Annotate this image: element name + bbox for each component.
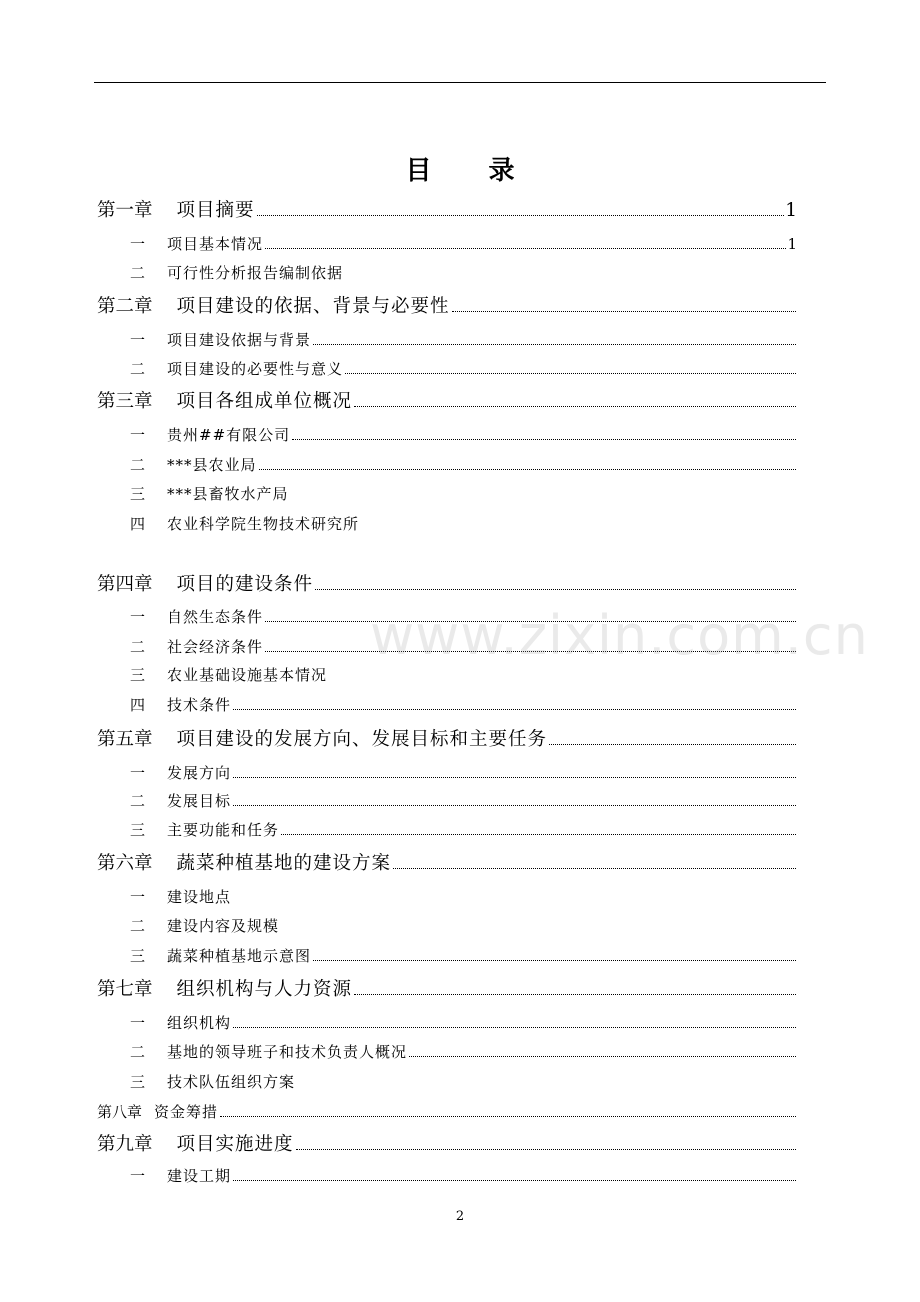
toc-entry-label: 农业科学院生物技术研究所 (167, 515, 360, 533)
toc-entry-number: 一 (130, 764, 146, 782)
toc-entry-label: 可行性分析报告编制依据 (167, 264, 344, 282)
toc-section-row[interactable] (130, 329, 797, 350)
page-title: 目 录 (405, 156, 539, 186)
toc-page-number: 1 (787, 235, 797, 253)
toc-entry-number: 第五章 (97, 729, 153, 750)
toc-dot-leader (354, 405, 796, 407)
toc-entry-label: 项目各组成单位概况 (176, 391, 353, 412)
toc-dot-leader (296, 1148, 796, 1150)
toc-entry-label: 蔬菜种植基地的建设方案 (176, 853, 392, 874)
toc-entry-number: 一 (130, 1014, 146, 1032)
toc-section-row[interactable] (130, 664, 797, 685)
toc-entry-number: 三 (130, 821, 146, 839)
toc-dot-leader (313, 959, 796, 961)
toc-dot-leader (393, 867, 796, 869)
toc-entry-label: 社会经济条件 (167, 638, 264, 656)
toc-entry-number: 第六章 (97, 853, 153, 874)
toc-entry-number: 二 (130, 638, 146, 656)
toc-dot-leader (313, 343, 796, 345)
toc-entry-number: 第一章 (97, 200, 153, 221)
watermark: www.zixin.com.cn (370, 604, 869, 667)
toc-dot-leader (409, 1055, 796, 1057)
toc-entry-label: 建设内容及规模 (167, 917, 280, 935)
toc-entry-number: 三 (130, 666, 146, 684)
toc-entry-number: 二 (130, 456, 146, 474)
toc-chapter-row[interactable] (97, 975, 797, 1001)
toc-entry-label: 主要功能和任务 (167, 821, 280, 839)
toc-dot-leader (265, 247, 786, 249)
toc-entry-label: 项目的建设条件 (176, 574, 314, 595)
toc-entry-label: 项目基本情况 (167, 235, 264, 253)
toc-chapter-row[interactable] (97, 387, 797, 413)
toc-entry-label: 建设地点 (167, 888, 232, 906)
toc-entry-number: 第三章 (97, 391, 153, 412)
toc-dot-leader (452, 310, 796, 312)
toc-entry-number: 四 (130, 515, 146, 533)
toc-entry-label: 发展目标 (167, 792, 232, 810)
toc-entry-label: 蔬菜种植基地示意图 (167, 947, 312, 965)
toc-entry-number: 一 (130, 608, 146, 626)
toc-dot-leader (281, 833, 796, 835)
toc-section-row[interactable] (130, 762, 797, 783)
toc-section-row[interactable] (130, 945, 797, 966)
toc-chapter-row[interactable] (97, 725, 797, 751)
toc-chapter-row[interactable] (97, 849, 797, 875)
toc-entry-label: 发展方向 (167, 764, 232, 782)
toc-entry-number: 三 (130, 947, 146, 965)
toc-dot-leader (259, 468, 796, 470)
toc-chapter-row[interactable] (97, 570, 797, 596)
toc-entry-label: 技术队伍组织方案 (167, 1073, 296, 1091)
toc-dot-leader (292, 438, 796, 440)
toc-entry-number: 第七章 (97, 979, 153, 1000)
toc-entry-number: 第八章 (97, 1103, 143, 1121)
toc-entry-number: 一 (130, 1167, 146, 1185)
toc-entry-number: 一 (130, 888, 146, 906)
toc-entry-number: 第四章 (97, 574, 153, 595)
toc-chapter-row[interactable] (97, 292, 797, 318)
toc-section-row[interactable] (130, 483, 797, 504)
toc-dot-leader (549, 743, 796, 745)
toc-entry-label: 建设工期 (167, 1167, 232, 1185)
toc-entry-label: ***县畜牧水产局 (167, 485, 289, 503)
toc-section-row[interactable] (130, 513, 797, 534)
toc-section-row[interactable] (130, 790, 797, 811)
toc-entry-label: 基地的领导班子和技术负责人概况 (167, 1043, 408, 1061)
toc-dot-leader (315, 588, 796, 590)
toc-dot-leader (354, 993, 796, 995)
toc-entry-label: 自然生态条件 (167, 608, 264, 626)
toc-entry-label: ***县农业局 (167, 456, 257, 474)
toc-entry-number: 第九章 (97, 1134, 153, 1155)
toc-entry-label: 贵州##有限公司 (167, 426, 291, 444)
toc-chapter-row[interactable] (97, 1130, 797, 1156)
toc-entry-number: 第二章 (97, 296, 153, 317)
toc-dot-leader (233, 804, 796, 806)
toc-entry-number: 二 (130, 792, 146, 810)
toc-section-row[interactable] (130, 454, 797, 475)
toc-chapter-row[interactable] (97, 196, 797, 222)
toc-page-number: 1 (785, 200, 797, 221)
toc-entry-label: 组织机构与人力资源 (176, 979, 353, 1000)
toc-entry-label: 项目摘要 (176, 200, 255, 221)
toc-entry-number: 二 (130, 360, 146, 378)
toc-entry-label: 项目建设的必要性与意义 (167, 360, 344, 378)
toc-entry-number: 二 (130, 917, 146, 935)
toc-section-row[interactable] (130, 915, 797, 936)
toc-entry-label: 技术条件 (167, 696, 232, 714)
toc-section-row[interactable] (130, 1165, 797, 1186)
toc-section-row[interactable] (130, 1012, 797, 1033)
toc-dot-leader (220, 1115, 796, 1117)
toc-entry-label: 项目建设的发展方向、发展目标和主要任务 (176, 729, 548, 750)
toc-entry-label: 农业基础设施基本情况 (167, 666, 328, 684)
toc-entry-label: 项目实施进度 (176, 1134, 294, 1155)
toc-section-row[interactable] (130, 358, 797, 379)
toc-dot-leader (345, 372, 796, 374)
toc-entry-number: 二 (130, 1043, 146, 1061)
toc-entry-number: 一 (130, 235, 146, 253)
toc-entry-label: 项目建设的依据、背景与必要性 (176, 296, 450, 317)
toc-dot-leader (233, 1179, 796, 1181)
toc-entry-number: 二 (130, 264, 146, 282)
toc-entry-number: 三 (130, 485, 146, 503)
toc-entry-label: 资金筹措 (154, 1103, 219, 1121)
toc-section-row[interactable] (130, 886, 797, 907)
toc-section-row[interactable] (130, 1071, 797, 1092)
toc-entry-label: 组织机构 (167, 1014, 232, 1032)
toc-section-row[interactable] (130, 1041, 797, 1062)
toc-section-row[interactable] (130, 694, 797, 715)
toc-dot-leader (257, 214, 785, 216)
page-number: 2 (455, 1209, 465, 1224)
toc-section-row[interactable] (130, 819, 797, 840)
toc-entry-number: 四 (130, 696, 146, 714)
toc-section-row[interactable] (130, 262, 797, 283)
toc-entry-number: 一 (130, 426, 146, 444)
toc-dot-leader (233, 708, 796, 710)
toc-dot-leader (233, 776, 796, 778)
toc-entry-number: 三 (130, 1073, 146, 1091)
toc-chapter-row[interactable] (97, 1101, 797, 1122)
toc-entry-number: 一 (130, 331, 146, 349)
toc-entry-label: 项目建设依据与背景 (167, 331, 312, 349)
toc-section-row[interactable] (130, 424, 797, 445)
toc-section-row[interactable] (130, 233, 797, 254)
toc-dot-leader (233, 1026, 796, 1028)
